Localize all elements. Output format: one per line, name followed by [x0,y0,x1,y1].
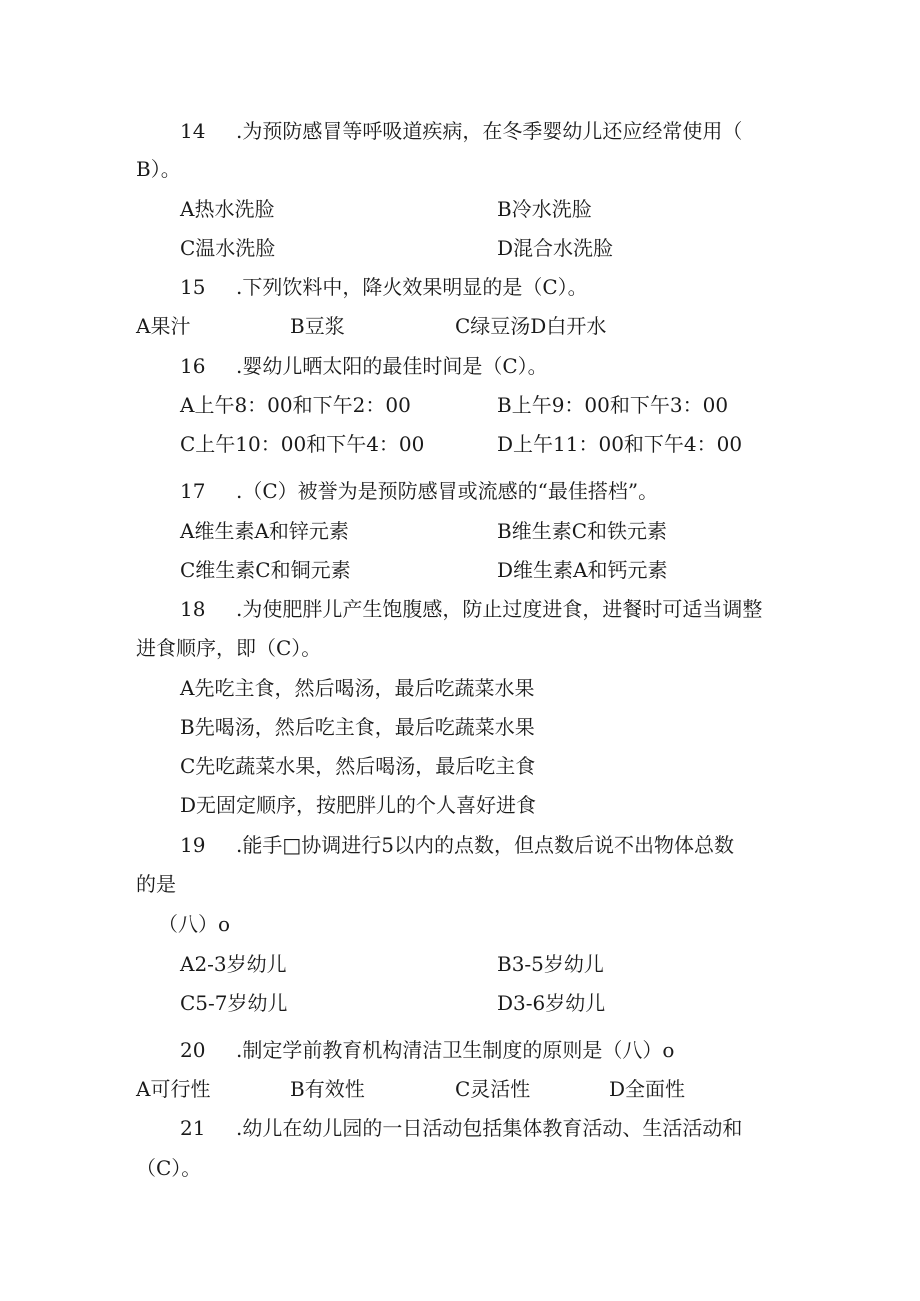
question-number: 18 [180,597,206,621]
question-text: .为预防感冒等呼吸道疾病，在冬季婴幼儿还应经常使用（ [236,119,743,143]
question-17-stem [180,481,658,501]
question-number: 15 [180,275,206,299]
question-16-stem [180,356,548,376]
question-14-option-d: D混合水洗脸 [497,236,614,260]
question-18-option-a: A先吃主食，然后喝汤，最后吃蔬菜水果 [180,676,535,700]
question-20-stem [180,1040,674,1060]
question-15-stem [180,277,588,297]
question-19-option-d: D3-6岁幼儿 [497,991,606,1015]
question-number: 16 [180,354,206,378]
question-number: 21 [180,1116,206,1140]
question-20-option-c: C灵活性 [455,1077,531,1101]
question-19-stem-cont: 的是 [136,872,176,896]
question-text: .能手□协调进行5以内的点数，但点数后说不出物体总数 [236,833,734,857]
question-20-option-b: B有效性 [290,1077,365,1101]
question-19-option-c: C5-7岁幼儿 [180,991,288,1015]
question-15-option-a: A果汁 [136,314,191,338]
question-16-option-d: D上午11：00和下午4：00 [497,432,743,456]
question-18-option-c: C先吃蔬菜水果，然后喝汤，最后吃主食 [180,754,536,778]
question-19-stem [180,835,734,855]
question-20-option-a: A可行性 [136,1077,211,1101]
question-16-option-c: C上午10：00和下午4：00 [180,432,425,456]
question-text: .幼儿在幼儿园的一日活动包括集体教育活动、生活活动和 [236,1116,743,1140]
question-number: 19 [180,833,206,857]
question-21-stem [180,1118,742,1138]
question-14-option-a: A热水洗脸 [180,197,275,221]
question-14-option-c: C温水洗脸 [180,236,276,260]
question-19-option-a: A2-3岁幼儿 [180,952,287,976]
question-18-stem [180,599,762,619]
question-text: .下列饮料中，降火效果明显的是（C）。 [236,275,588,299]
question-14-stem [180,121,742,141]
question-21-stem-cont: （C）。 [136,1156,202,1180]
question-17-option-d: D维生素A和钙元素 [497,558,668,582]
question-number: 14 [180,119,206,143]
question-18-option-b: B先喝汤，然后吃主食，最后吃蔬菜水果 [180,715,535,739]
question-16-option-a: A上午8：00和下午2：00 [180,393,411,417]
question-14-option-b: B冷水洗脸 [497,197,592,221]
question-14-stem-cont: B）。 [136,157,181,181]
question-18-option-d: D无固定顺序，按肥胖儿的个人喜好进食 [180,793,537,817]
question-17-option-b: B维生素C和铁元素 [497,519,667,543]
question-18-stem-cont: 进食顺序，即（C）。 [136,636,322,660]
question-number: 17 [180,479,206,503]
question-15-option-cd: C绿豆汤D白开水 [455,314,607,338]
question-19-option-b: B3-5岁幼儿 [497,952,604,976]
question-16-option-b: B上午9：00和下午3：00 [497,393,729,417]
question-19-answer: （八）o [158,912,231,936]
question-number: 20 [180,1038,206,1062]
question-text: .（C）被誉为是预防感冒或流感的“最佳搭档”。 [236,479,659,503]
question-text: .为使肥胖儿产生饱腹感，防止过度进食，进餐时可适当调整 [236,597,763,621]
question-text: .婴幼儿晒太阳的最佳时间是（C）。 [236,354,548,378]
question-20-option-d: D全面性 [609,1077,686,1101]
question-17-option-a: A维生素A和锌元素 [180,519,349,543]
question-17-option-c: C维生素C和铜元素 [180,558,351,582]
question-15-option-b: B豆浆 [290,314,345,338]
question-text: .制定学前教育机构清洁卫生制度的原则是（八）o [236,1038,675,1062]
